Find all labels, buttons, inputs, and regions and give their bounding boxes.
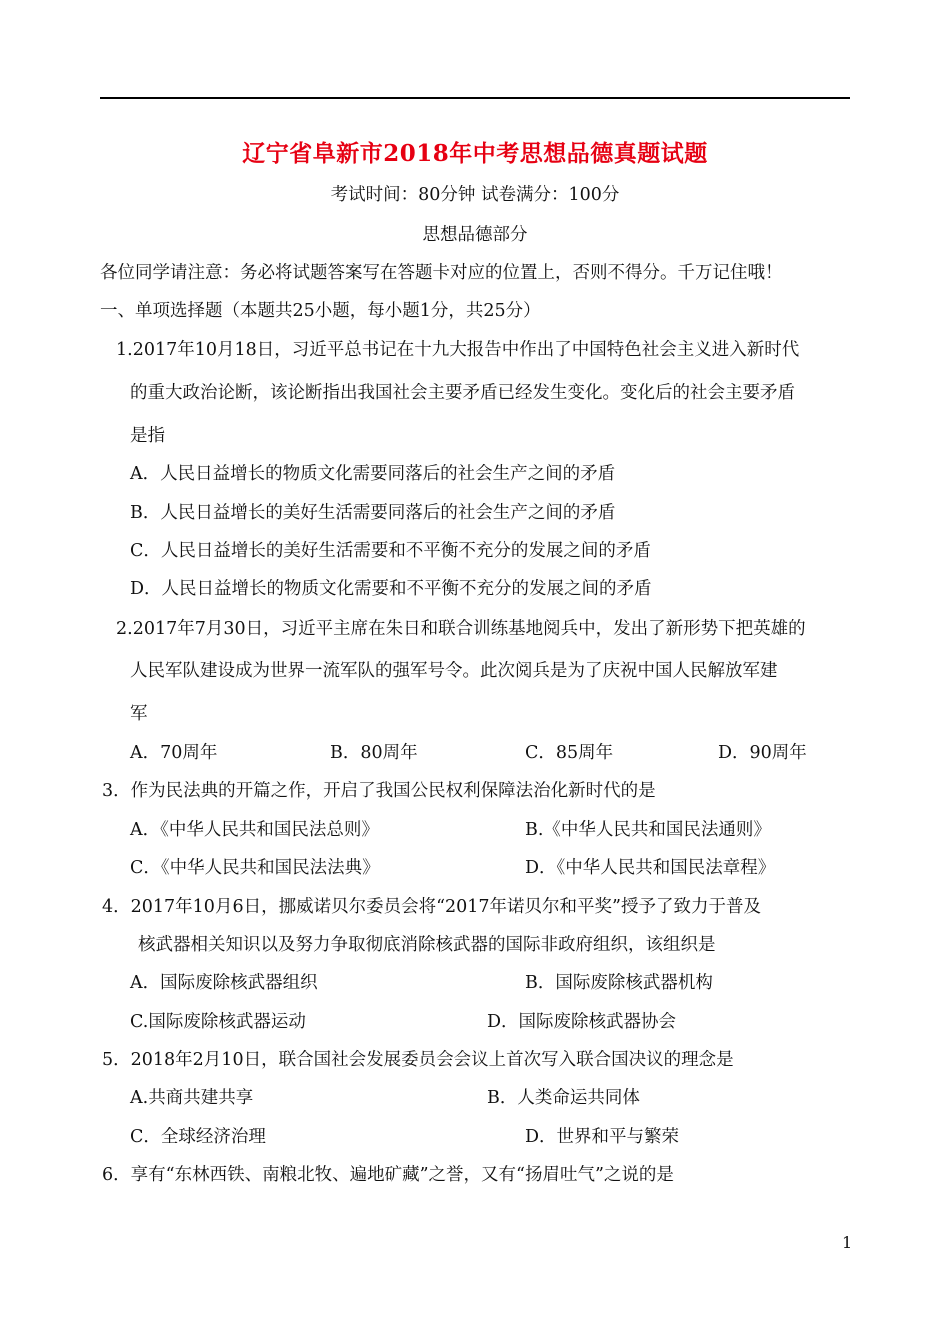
exam-info: 考试时间：80分钟 试卷满分：100分	[330, 185, 620, 205]
notice: 各位同学请注意：务必将试题答案写在答题卡对应的位置上，否则不得分。千万记住哦！	[100, 263, 783, 283]
q5-stem-line-1: 5．2018年2月10日，联合国社会发展委员会会议上首次写入联合国决议的理念是	[102, 1050, 734, 1070]
q1-stem-line-2: 的重大政治论断，该论断指出我国社会主要矛盾已经发生变化。变化后的社会主要矛盾	[130, 383, 795, 403]
page-number: 1	[842, 1233, 853, 1252]
q5-option-d: D．世界和平与繁荣	[525, 1127, 680, 1147]
q3-option-b: B.《中华人民共和国民法通则》	[525, 820, 771, 840]
q3-option-a: A．《中华人民共和国民法总则》	[130, 820, 379, 840]
q1-stem-line-3: 是指	[130, 426, 165, 446]
q2-stem-line-1: 2.2017年7月30日，习近平主席在朱日和联合训练基地阅兵中，发出了新形势下把英雄的	[116, 619, 806, 639]
q3-stem-line-1: 3．作为民法典的开篇之作，开启了我国公民权利保障法治化新时代的是	[102, 781, 656, 801]
q4-option-d: D．国际废除核武器协会	[487, 1012, 677, 1032]
q4-option-c: C.国际废除核武器运动	[130, 1012, 306, 1032]
q1-option-a: A．人民日益增长的物质文化需要同落后的社会生产之间的矛盾	[130, 464, 616, 484]
q2-stem-line-2: 人民军队建设成为世界一流军队的强军号令。此次阅兵是为了庆祝中国人民解放军建	[130, 661, 778, 681]
q2-stem-line-3: 军	[130, 704, 148, 724]
q1-option-b: B．人民日益增长的美好生活需要同落后的社会生产之间的矛盾	[130, 503, 616, 523]
q2-option-d: D．90周年	[718, 743, 807, 763]
q4-stem-line-2: 核武器相关知识以及努力争取彻底消除核武器的国际非政府组织，该组织是	[138, 935, 716, 955]
q2-option-b: B．80周年	[330, 743, 418, 763]
q1-option-c: C．人民日益增长的美好生活需要和不平衡不充分的发展之间的矛盾	[130, 541, 651, 561]
part-heading: 一、单项选择题（本题共25小题，每小题1分，共25分）	[100, 301, 541, 321]
q1-stem-line-1: 1.2017年10月18日，习近平总书记在十九大报告中作出了中国特色社会主义进入新时代	[116, 340, 800, 360]
q1-option-d: D．人民日益增长的物质文化需要和不平衡不充分的发展之间的矛盾	[130, 579, 652, 599]
q4-stem-line-1: 4．2017年10月6日，挪威诺贝尔委员会将“2017年诺贝尔和平奖”授予了致力于普及	[102, 897, 761, 917]
q3-option-d: D．《中华人民共和国民法章程》	[525, 858, 776, 878]
header-rule	[100, 97, 850, 99]
q3-option-c: C．《中华人民共和国民法法典》	[130, 858, 380, 878]
q5-option-a: A.共商共建共享	[130, 1088, 254, 1108]
q2-option-a: A．70周年	[130, 743, 218, 763]
q5-option-c: C．全球经济治理	[130, 1127, 266, 1147]
q6-stem-line-1: 6．享有“东林西铁、南粮北牧、遍地矿藏”之誉，又有“扬眉吐气”之说的是	[102, 1165, 674, 1185]
q5-option-b: B．人类命运共同体	[487, 1088, 640, 1108]
q4-option-a: A．国际废除核武器组织	[130, 973, 318, 993]
document-title: 辽宁省阜新市2018年中考思想品德真题试题	[242, 140, 708, 167]
q4-option-b: B．国际废除核武器机构	[525, 973, 713, 993]
section-title: 思想品德部分	[422, 225, 528, 245]
q2-option-c: C．85周年	[525, 743, 614, 763]
